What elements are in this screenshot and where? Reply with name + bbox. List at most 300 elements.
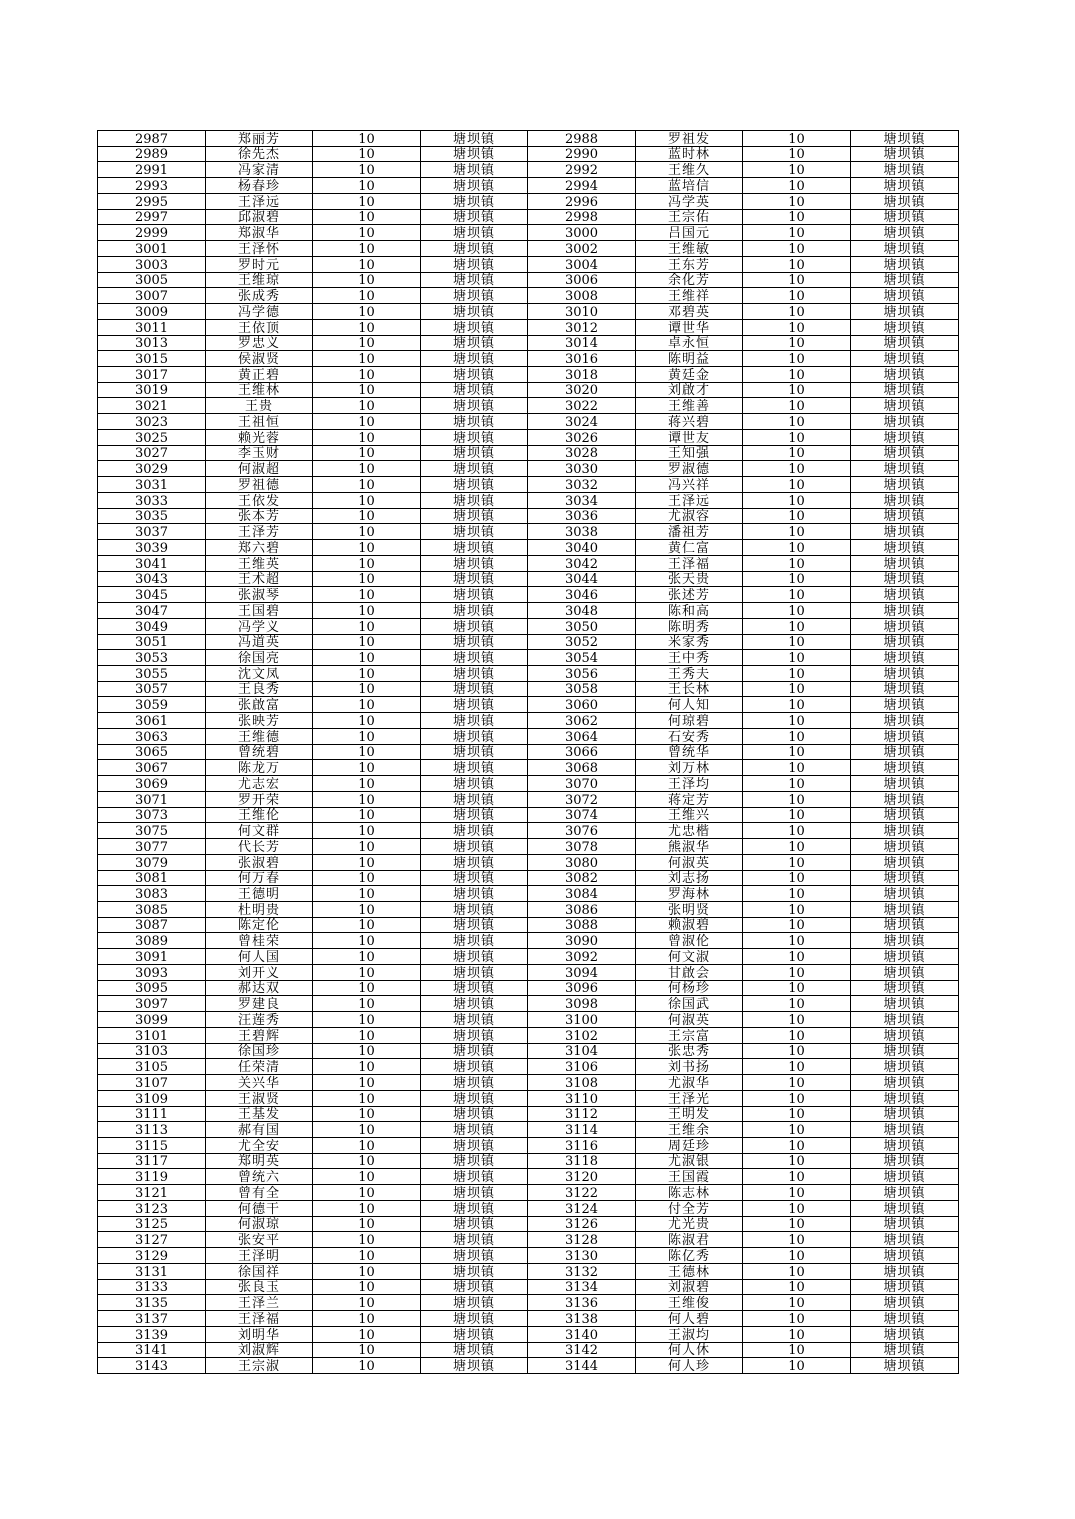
table-row	[98, 1153, 959, 1169]
serial-number-cell: 3019	[98, 382, 206, 398]
serial-number-cell: 3057	[98, 681, 206, 697]
table-row	[98, 1232, 959, 1248]
town-cell: 塘坝镇	[421, 131, 528, 147]
name-cell: 刘啟才	[636, 382, 743, 398]
serial-number-cell: 3084	[528, 886, 636, 902]
amount-cell: 10	[743, 1153, 851, 1169]
amount-cell: 10	[743, 1090, 851, 1106]
name-cell: 何文淑	[636, 949, 743, 965]
town-cell: 塘坝镇	[851, 854, 959, 870]
town-cell: 塘坝镇	[851, 949, 959, 965]
serial-number-cell: 3054	[528, 650, 636, 666]
name-cell: 冯道英	[206, 634, 313, 650]
town-cell: 塘坝镇	[421, 1106, 528, 1122]
name-cell: 徐国祥	[206, 1263, 313, 1279]
table-row	[98, 256, 959, 272]
town-cell: 塘坝镇	[421, 1232, 528, 1248]
serial-number-cell: 3010	[528, 304, 636, 320]
amount-cell: 10	[743, 823, 851, 839]
amount-cell: 10	[743, 414, 851, 430]
amount-cell: 10	[313, 1106, 421, 1122]
town-cell: 塘坝镇	[421, 917, 528, 933]
amount-cell: 10	[313, 555, 421, 571]
town-cell: 塘坝镇	[851, 382, 959, 398]
amount-cell: 10	[743, 634, 851, 650]
name-cell: 张天贵	[636, 571, 743, 587]
name-cell: 张良玉	[206, 1279, 313, 1295]
serial-number-cell: 3001	[98, 241, 206, 257]
serial-number-cell: 3108	[528, 1075, 636, 1091]
amount-cell: 10	[313, 854, 421, 870]
serial-number-cell: 3048	[528, 603, 636, 619]
amount-cell: 10	[743, 1169, 851, 1185]
table-row	[98, 964, 959, 980]
serial-number-cell: 3018	[528, 367, 636, 383]
amount-cell: 10	[743, 728, 851, 744]
amount-cell: 10	[743, 1200, 851, 1216]
amount-cell: 10	[743, 524, 851, 540]
serial-number-cell: 3138	[528, 1311, 636, 1327]
town-cell: 塘坝镇	[421, 791, 528, 807]
serial-number-cell: 3002	[528, 241, 636, 257]
name-cell: 陈定伦	[206, 917, 313, 933]
town-cell: 塘坝镇	[421, 162, 528, 178]
town-cell: 塘坝镇	[851, 697, 959, 713]
serial-number-cell: 3099	[98, 1012, 206, 1028]
amount-cell: 10	[313, 713, 421, 729]
serial-number-cell: 3120	[528, 1169, 636, 1185]
name-cell: 何德干	[206, 1200, 313, 1216]
amount-cell: 10	[313, 319, 421, 335]
town-cell: 塘坝镇	[421, 665, 528, 681]
name-cell: 王东芳	[636, 256, 743, 272]
amount-cell: 10	[743, 760, 851, 776]
amount-cell: 10	[743, 382, 851, 398]
amount-cell: 10	[743, 1311, 851, 1327]
town-cell: 塘坝镇	[851, 1122, 959, 1138]
serial-number-cell: 3086	[528, 901, 636, 917]
name-cell: 张映芳	[206, 713, 313, 729]
serial-number-cell: 3121	[98, 1185, 206, 1201]
table-row	[98, 839, 959, 855]
amount-cell: 10	[743, 1358, 851, 1374]
town-cell: 塘坝镇	[421, 713, 528, 729]
table-row	[98, 241, 959, 257]
town-cell: 塘坝镇	[851, 571, 959, 587]
amount-cell: 10	[313, 776, 421, 792]
town-cell: 塘坝镇	[851, 1263, 959, 1279]
amount-cell: 10	[313, 1012, 421, 1028]
serial-number-cell: 3007	[98, 288, 206, 304]
serial-number-cell: 3042	[528, 555, 636, 571]
name-cell: 王泽芳	[206, 524, 313, 540]
serial-number-cell: 3087	[98, 917, 206, 933]
amount-cell: 10	[743, 618, 851, 634]
amount-cell: 10	[743, 949, 851, 965]
table-row	[98, 1027, 959, 1043]
amount-cell: 10	[313, 1090, 421, 1106]
town-cell: 塘坝镇	[851, 461, 959, 477]
amount-cell: 10	[313, 1169, 421, 1185]
amount-cell: 10	[313, 429, 421, 445]
town-cell: 塘坝镇	[851, 1342, 959, 1358]
amount-cell: 10	[313, 414, 421, 430]
name-cell: 曾统华	[636, 744, 743, 760]
serial-number-cell: 2988	[528, 131, 636, 147]
serial-number-cell: 3053	[98, 650, 206, 666]
amount-cell: 10	[313, 256, 421, 272]
amount-cell: 10	[743, 131, 851, 147]
serial-number-cell: 3006	[528, 272, 636, 288]
name-cell: 王国碧	[206, 603, 313, 619]
town-cell: 塘坝镇	[421, 335, 528, 351]
name-cell: 侯淑贤	[206, 351, 313, 367]
town-cell: 塘坝镇	[421, 351, 528, 367]
name-cell: 吕国元	[636, 225, 743, 241]
amount-cell: 10	[313, 996, 421, 1012]
table-row	[98, 319, 959, 335]
amount-cell: 10	[313, 335, 421, 351]
name-cell: 王淑贤	[206, 1090, 313, 1106]
town-cell: 塘坝镇	[851, 980, 959, 996]
table-row	[98, 555, 959, 571]
serial-number-cell: 3070	[528, 776, 636, 792]
town-cell: 塘坝镇	[421, 1012, 528, 1028]
town-cell: 塘坝镇	[421, 603, 528, 619]
serial-number-cell: 3029	[98, 461, 206, 477]
name-cell: 王贵	[206, 398, 313, 414]
name-cell: 尤淑华	[636, 1075, 743, 1091]
table-row	[98, 901, 959, 917]
amount-cell: 10	[313, 1311, 421, 1327]
amount-cell: 10	[313, 367, 421, 383]
table-row	[98, 713, 959, 729]
table-row	[98, 429, 959, 445]
roster-sheet	[97, 130, 959, 1374]
town-cell: 塘坝镇	[421, 414, 528, 430]
town-cell: 塘坝镇	[851, 477, 959, 493]
name-cell: 王维英	[206, 555, 313, 571]
town-cell: 塘坝镇	[851, 1043, 959, 1059]
town-cell: 塘坝镇	[851, 917, 959, 933]
amount-cell: 10	[313, 807, 421, 823]
serial-number-cell: 3068	[528, 760, 636, 776]
amount-cell: 10	[313, 603, 421, 619]
serial-number-cell: 3036	[528, 508, 636, 524]
serial-number-cell: 3100	[528, 1012, 636, 1028]
town-cell: 塘坝镇	[851, 1358, 959, 1374]
name-cell: 王知强	[636, 445, 743, 461]
serial-number-cell: 3060	[528, 697, 636, 713]
serial-number-cell: 3063	[98, 728, 206, 744]
table-row	[98, 681, 959, 697]
serial-number-cell: 3137	[98, 1311, 206, 1327]
name-cell: 张本芳	[206, 508, 313, 524]
town-cell: 塘坝镇	[421, 382, 528, 398]
name-cell: 卓永恒	[636, 335, 743, 351]
serial-number-cell: 3066	[528, 744, 636, 760]
name-cell: 冯兴祥	[636, 477, 743, 493]
serial-number-cell: 3055	[98, 665, 206, 681]
serial-number-cell: 3098	[528, 996, 636, 1012]
serial-number-cell: 3075	[98, 823, 206, 839]
name-cell: 王维伦	[206, 807, 313, 823]
serial-number-cell: 3017	[98, 367, 206, 383]
town-cell: 塘坝镇	[421, 901, 528, 917]
town-cell: 塘坝镇	[851, 901, 959, 917]
amount-cell: 10	[313, 1248, 421, 1264]
serial-number-cell: 2992	[528, 162, 636, 178]
town-cell: 塘坝镇	[421, 1075, 528, 1091]
amount-cell: 10	[313, 131, 421, 147]
name-cell: 张成秀	[206, 288, 313, 304]
serial-number-cell: 3008	[528, 288, 636, 304]
serial-number-cell: 3105	[98, 1059, 206, 1075]
name-cell: 米家秀	[636, 634, 743, 650]
serial-number-cell: 3116	[528, 1138, 636, 1154]
name-cell: 王宗淑	[206, 1358, 313, 1374]
town-cell: 塘坝镇	[851, 288, 959, 304]
serial-number-cell: 3141	[98, 1342, 206, 1358]
serial-number-cell: 3031	[98, 477, 206, 493]
serial-number-cell: 3011	[98, 319, 206, 335]
amount-cell: 10	[743, 1232, 851, 1248]
name-cell: 王泽光	[636, 1090, 743, 1106]
amount-cell: 10	[313, 193, 421, 209]
serial-number-cell: 3027	[98, 445, 206, 461]
name-cell: 王维林	[206, 382, 313, 398]
name-cell: 冯学德	[206, 304, 313, 320]
amount-cell: 10	[743, 1012, 851, 1028]
name-cell: 何淑英	[636, 854, 743, 870]
serial-number-cell: 3125	[98, 1216, 206, 1232]
amount-cell: 10	[313, 791, 421, 807]
name-cell: 郝有国	[206, 1122, 313, 1138]
table-row	[98, 209, 959, 225]
town-cell: 塘坝镇	[421, 540, 528, 556]
town-cell: 塘坝镇	[851, 587, 959, 603]
town-cell: 塘坝镇	[421, 461, 528, 477]
table-row	[98, 854, 959, 870]
town-cell: 塘坝镇	[421, 807, 528, 823]
serial-number-cell: 3136	[528, 1295, 636, 1311]
amount-cell: 10	[743, 603, 851, 619]
name-cell: 刘开义	[206, 964, 313, 980]
amount-cell: 10	[743, 445, 851, 461]
amount-cell: 10	[313, 634, 421, 650]
table-row	[98, 823, 959, 839]
serial-number-cell: 2997	[98, 209, 206, 225]
name-cell: 罗开荣	[206, 791, 313, 807]
name-cell: 张淑琴	[206, 587, 313, 603]
amount-cell: 10	[313, 980, 421, 996]
serial-number-cell: 3134	[528, 1279, 636, 1295]
amount-cell: 10	[743, 791, 851, 807]
amount-cell: 10	[743, 1263, 851, 1279]
amount-cell: 10	[743, 304, 851, 320]
serial-number-cell: 3117	[98, 1153, 206, 1169]
town-cell: 塘坝镇	[421, 1358, 528, 1374]
name-cell: 王秀夫	[636, 665, 743, 681]
name-cell: 冯家清	[206, 162, 313, 178]
amount-cell: 10	[313, 304, 421, 320]
name-cell: 郝达双	[206, 980, 313, 996]
name-cell: 张明贤	[636, 901, 743, 917]
name-cell: 陈龙万	[206, 760, 313, 776]
name-cell: 何淑英	[636, 1012, 743, 1028]
amount-cell: 10	[313, 209, 421, 225]
amount-cell: 10	[743, 1138, 851, 1154]
name-cell: 杨春珍	[206, 178, 313, 194]
serial-number-cell: 3107	[98, 1075, 206, 1091]
amount-cell: 10	[743, 367, 851, 383]
town-cell: 塘坝镇	[851, 618, 959, 634]
town-cell: 塘坝镇	[851, 540, 959, 556]
town-cell: 塘坝镇	[851, 1232, 959, 1248]
name-cell: 王良秀	[206, 681, 313, 697]
name-cell: 王淑均	[636, 1326, 743, 1342]
name-cell: 冯学义	[206, 618, 313, 634]
serial-number-cell: 2996	[528, 193, 636, 209]
amount-cell: 10	[313, 886, 421, 902]
name-cell: 蒋兴碧	[636, 414, 743, 430]
name-cell: 郑淑华	[206, 225, 313, 241]
name-cell: 王维敏	[636, 241, 743, 257]
table-row	[98, 1248, 959, 1264]
table-row	[98, 933, 959, 949]
name-cell: 罗淑德	[636, 461, 743, 477]
table-row	[98, 1012, 959, 1028]
name-cell: 谭世友	[636, 429, 743, 445]
amount-cell: 10	[313, 477, 421, 493]
town-cell: 塘坝镇	[421, 870, 528, 886]
serial-number-cell: 3143	[98, 1358, 206, 1374]
name-cell: 刘明华	[206, 1326, 313, 1342]
town-cell: 塘坝镇	[421, 1122, 528, 1138]
town-cell: 塘坝镇	[851, 823, 959, 839]
amount-cell: 10	[743, 555, 851, 571]
amount-cell: 10	[743, 1295, 851, 1311]
serial-number-cell: 3131	[98, 1263, 206, 1279]
serial-number-cell: 3128	[528, 1232, 636, 1248]
serial-number-cell: 3142	[528, 1342, 636, 1358]
amount-cell: 10	[743, 351, 851, 367]
serial-number-cell: 3000	[528, 225, 636, 241]
town-cell: 塘坝镇	[851, 508, 959, 524]
amount-cell: 10	[743, 713, 851, 729]
amount-cell: 10	[743, 540, 851, 556]
town-cell: 塘坝镇	[421, 524, 528, 540]
serial-number-cell: 3101	[98, 1027, 206, 1043]
town-cell: 塘坝镇	[421, 1342, 528, 1358]
name-cell: 张淑碧	[206, 854, 313, 870]
name-cell: 王中秀	[636, 650, 743, 666]
amount-cell: 10	[313, 1185, 421, 1201]
name-cell: 郑丽芳	[206, 131, 313, 147]
amount-cell: 10	[313, 1263, 421, 1279]
town-cell: 塘坝镇	[851, 713, 959, 729]
name-cell: 罗海林	[636, 886, 743, 902]
amount-cell: 10	[313, 1075, 421, 1091]
name-cell: 王泽远	[636, 492, 743, 508]
name-cell: 王维德	[206, 728, 313, 744]
name-cell: 冯学英	[636, 193, 743, 209]
name-cell: 关兴华	[206, 1075, 313, 1091]
name-cell: 王长林	[636, 681, 743, 697]
table-row	[98, 1059, 959, 1075]
town-cell: 塘坝镇	[421, 508, 528, 524]
town-cell: 塘坝镇	[421, 587, 528, 603]
town-cell: 塘坝镇	[421, 1185, 528, 1201]
serial-number-cell: 3014	[528, 335, 636, 351]
town-cell: 塘坝镇	[421, 492, 528, 508]
table-row	[98, 1342, 959, 1358]
serial-number-cell: 3037	[98, 524, 206, 540]
table-row	[98, 650, 959, 666]
town-cell: 塘坝镇	[421, 996, 528, 1012]
town-cell: 塘坝镇	[851, 162, 959, 178]
table-row	[98, 949, 959, 965]
name-cell: 何万春	[206, 870, 313, 886]
town-cell: 塘坝镇	[851, 241, 959, 257]
name-cell: 陈明秀	[636, 618, 743, 634]
table-row	[98, 1200, 959, 1216]
name-cell: 邱淑碧	[206, 209, 313, 225]
town-cell: 塘坝镇	[421, 445, 528, 461]
table-row	[98, 461, 959, 477]
serial-number-cell: 3111	[98, 1106, 206, 1122]
amount-cell: 10	[313, 650, 421, 666]
table-row	[98, 367, 959, 383]
serial-number-cell: 3013	[98, 335, 206, 351]
serial-number-cell: 3088	[528, 917, 636, 933]
table-row	[98, 524, 959, 540]
name-cell: 张述芳	[636, 587, 743, 603]
amount-cell: 10	[743, 335, 851, 351]
serial-number-cell: 3127	[98, 1232, 206, 1248]
serial-number-cell: 3071	[98, 791, 206, 807]
town-cell: 塘坝镇	[851, 776, 959, 792]
serial-number-cell: 3097	[98, 996, 206, 1012]
town-cell: 塘坝镇	[421, 728, 528, 744]
table-row	[98, 996, 959, 1012]
amount-cell: 10	[313, 146, 421, 162]
name-cell: 陈明益	[636, 351, 743, 367]
town-cell: 塘坝镇	[421, 1295, 528, 1311]
town-cell: 塘坝镇	[421, 949, 528, 965]
amount-cell: 10	[313, 870, 421, 886]
amount-cell: 10	[313, 178, 421, 194]
table-row	[98, 1358, 959, 1374]
table-row	[98, 193, 959, 209]
table-row	[98, 634, 959, 650]
town-cell: 塘坝镇	[851, 870, 959, 886]
name-cell: 张啟富	[206, 697, 313, 713]
town-cell: 塘坝镇	[851, 744, 959, 760]
serial-number-cell: 3118	[528, 1153, 636, 1169]
amount-cell: 10	[743, 1185, 851, 1201]
amount-cell: 10	[313, 461, 421, 477]
name-cell: 曾统六	[206, 1169, 313, 1185]
town-cell: 塘坝镇	[421, 697, 528, 713]
amount-cell: 10	[743, 477, 851, 493]
town-cell: 塘坝镇	[851, 839, 959, 855]
serial-number-cell: 3115	[98, 1138, 206, 1154]
table-row	[98, 618, 959, 634]
town-cell: 塘坝镇	[851, 665, 959, 681]
name-cell: 陈亿秀	[636, 1248, 743, 1264]
town-cell: 塘坝镇	[421, 854, 528, 870]
